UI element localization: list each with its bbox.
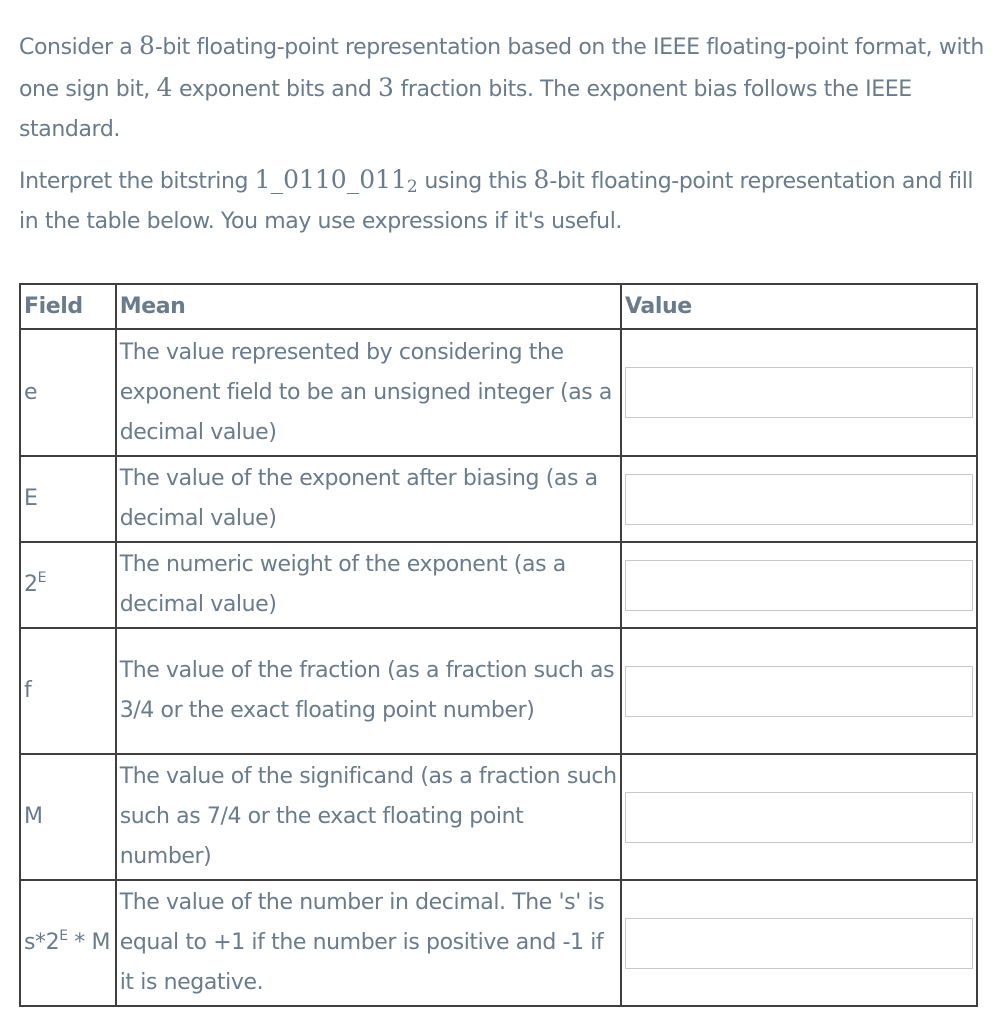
- value-cell: [621, 456, 977, 542]
- answer-input-f[interactable]: [625, 666, 973, 717]
- math-number: 8: [138, 31, 155, 60]
- instruction-text: using this: [417, 169, 534, 194]
- table-row-value: [20, 880, 977, 1006]
- mean-cell: The value of the number in decimal. The 's' is equal to +1 if the number is positive and -1 if it is negative.: [116, 880, 621, 1006]
- bitstring-base: 2: [406, 177, 418, 197]
- intro-text: Consider a: [19, 35, 139, 60]
- instruction-text: Interpret the bitstring: [19, 169, 255, 194]
- mean-cell: The value of the fraction (as a fraction such as 3/4 or the exact floating point number): [116, 628, 621, 754]
- instruction-text: -bit floating-point representation and fill in the table below. You may use expressions if it's useful.: [19, 169, 974, 234]
- answer-input-2E[interactable]: [625, 560, 973, 611]
- bitstring: [254, 165, 418, 197]
- question-intro: [19, 26, 984, 150]
- value-cell: [621, 880, 977, 1006]
- header-value: Value: [621, 284, 977, 329]
- table-row-M: [20, 754, 977, 880]
- math-number: 3: [377, 73, 394, 102]
- bitstring-value: 1_0110_011: [254, 165, 407, 194]
- header-mean: Mean: [116, 284, 621, 329]
- answer-input-M[interactable]: [625, 792, 973, 843]
- field-suffix: * M: [67, 930, 111, 955]
- field-cell: [20, 880, 116, 1006]
- math-number: 4: [156, 73, 173, 102]
- field-cell: f: [20, 628, 116, 754]
- math-number: 8: [533, 165, 550, 194]
- intro-text: fraction bits. The exponent bias follows the IEEE standard.: [19, 77, 912, 142]
- value-cell: [621, 542, 977, 628]
- value-cell: [621, 329, 977, 456]
- answer-table: [19, 283, 978, 1007]
- table-row-2E: [20, 542, 977, 628]
- intro-text: exponent bits and: [172, 77, 378, 102]
- value-cell: [621, 628, 977, 754]
- field-prefix: s*2: [24, 930, 60, 955]
- question-instructions: [19, 160, 984, 242]
- answer-input-e[interactable]: [625, 367, 973, 418]
- intro-text: -bit floating-point representation based on the IEEE floating-point format, with one sign bit,: [19, 35, 984, 102]
- table-row-f: [20, 628, 977, 754]
- mean-cell: The numeric weight of the exponent (as a decimal value): [116, 542, 621, 628]
- table-header-row: [20, 284, 977, 329]
- field-cell: [20, 542, 116, 628]
- mean-cell: The value of the exponent after biasing (as a decimal value): [116, 456, 621, 542]
- table-row-e: [20, 329, 977, 456]
- field-cell: M: [20, 754, 116, 880]
- field-base: 2: [24, 572, 38, 597]
- field-cell: e: [20, 329, 116, 456]
- field-superscript: E: [59, 928, 68, 944]
- mean-cell: The value of the significand (as a fraction such such as 7/4 or the exact floating point number): [116, 754, 621, 880]
- field-superscript: E: [37, 570, 47, 586]
- table-row-E: [20, 456, 977, 542]
- mean-cell: The value represented by considering the exponent field to be an unsigned integer (as a decimal value): [116, 329, 621, 456]
- header-field: Field: [20, 284, 116, 329]
- field-cell: E: [20, 456, 116, 542]
- value-cell: [621, 754, 977, 880]
- answer-input-value[interactable]: [625, 918, 973, 969]
- answer-input-E[interactable]: [625, 474, 973, 525]
